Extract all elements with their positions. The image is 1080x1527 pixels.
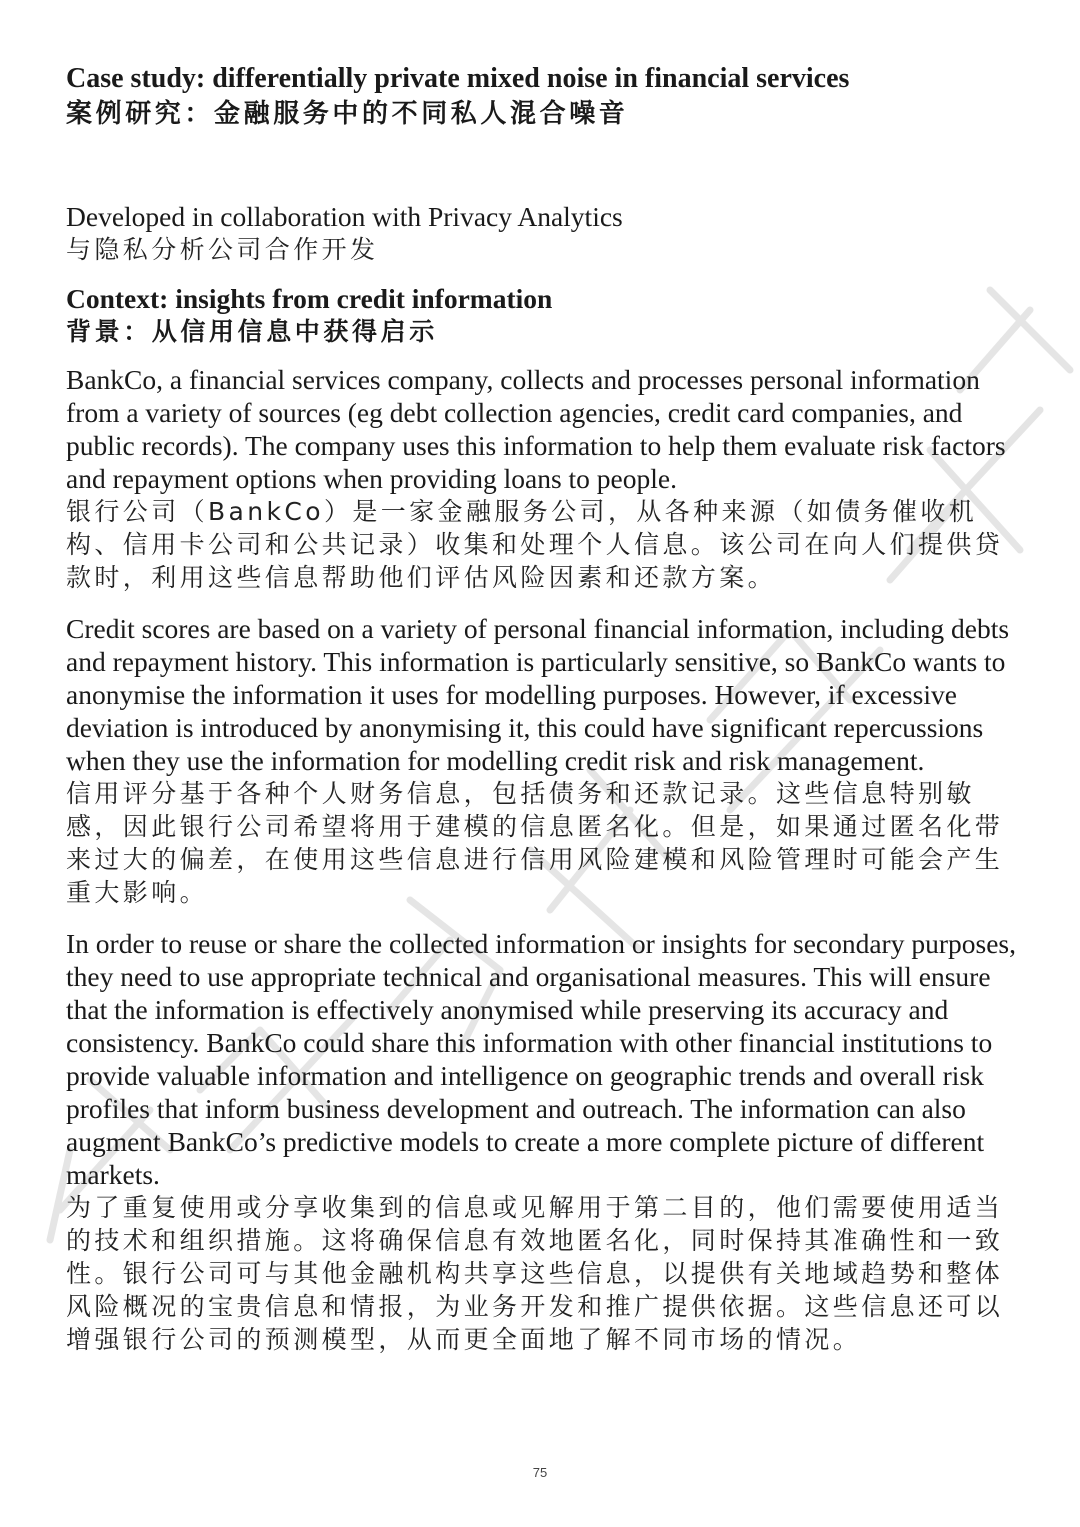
context-heading xyxy=(66,282,1016,349)
case-study-title xyxy=(66,62,1016,132)
title-chinese: 案例研究：金融服务中的不同私人混合噪音 xyxy=(66,99,629,129)
paragraph-1-chinese: 银行公司（BankCo）是一家金融服务公司，从各种来源（如债务催收机构、信用卡公司和公共记录）收集和处理个人信息。该公司在向人们提供贷款时，利用这些信息帮助他们评估风险因素和还款方案。 xyxy=(66,497,1004,592)
paragraph-3 xyxy=(66,927,1016,1356)
context-heading-chinese: 背景：从信用信息中获得启示 xyxy=(66,317,438,346)
page-number: 75 xyxy=(532,1465,548,1480)
paragraph-1 xyxy=(66,363,1016,594)
paragraph-3-chinese: 为了重复使用或分享收集到的信息或见解用于第二目的，他们需要使用适当的技术和组织措施。这将确保信息有效地匿名化，同时保持其准确性和一致性。银行公司可与其他金融机构共享这些信息，以提供有关地域趋势和整体风险概况的宝贵信息和情报，为业务开发和推广提供依据。这些信息还可以增强银行公司的预测模型，从而更全面地了解不同市场的情况。 xyxy=(66,1193,1004,1354)
context-heading-english: Context: insights from credit information xyxy=(66,283,553,314)
paragraph-2 xyxy=(66,612,1016,909)
paragraph-1-english: BankCo, a financial services company, collects and processes personal information from a variety of sources (eg debt collection agencies, credit card companies, and public records). The company uses this information to help them evaluate risk factors and repayment options when providing loans to people. xyxy=(66,364,1006,494)
document-page xyxy=(66,62,1016,1356)
paragraph-2-english: Credit scores are based on a variety of personal financial information, including debts and repayment history. This information is particularly sensitive, so BankCo wants to anonymise the information it uses for modelling purposes. However, if excessive deviation is introduced by anonymising it, this could have significant repercussions when they use the information for modelling credit risk and risk management. xyxy=(66,613,1010,776)
paragraph-2-chinese: 信用评分基于各种个人财务信息，包括债务和还款记录。这些信息特别敏感，因此银行公司希望将用于建模的信息匿名化。但是，如果通过匿名化带来过大的偏差，在使用这些信息进行信用风险建模和风险管理时可能会产生重大影响。 xyxy=(66,779,1004,907)
collaboration-chinese: 与隐私分析公司合作开发 xyxy=(66,235,379,264)
collaboration-note xyxy=(66,200,1016,266)
title-english: Case study: differentially private mixed noise in financial services xyxy=(66,63,850,94)
collaboration-english: Developed in collaboration with Privacy Analytics xyxy=(66,201,623,232)
paragraph-3-english: In order to reuse or share the collected information or insights for secondary purposes, they need to use appropriate technical and organisational measures. This will ensure that the information is effectively anonymised while preserving its accuracy and consistency. BankCo could share this information with other financial institutions to provide valuable information and intelligence on geographic trends and overall risk profiles that inform business development and outreach. The information can also augment BankCo’s predictive models to create a more complete picture of different markets. xyxy=(66,928,1016,1190)
